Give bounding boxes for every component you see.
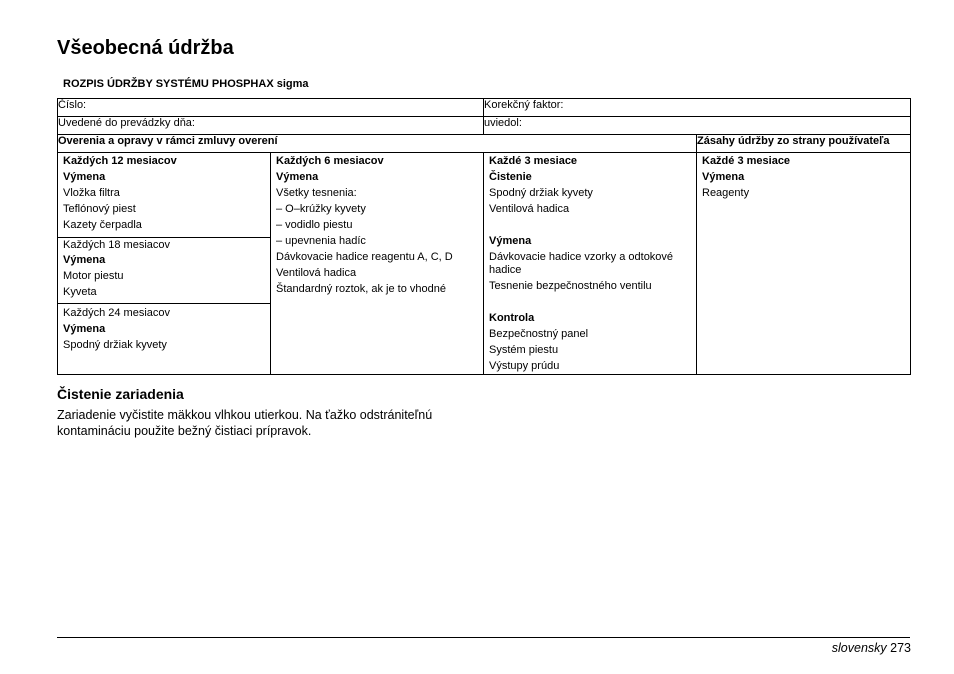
col-3-months-user [697,153,911,375]
action-label: Výmena [489,235,532,247]
section-paragraph: Zariadenie vyčistite mäkkou vlhkou utierkou. Na ťažko odstrániteľnú kontamináciu použite bežný čistiaci prípravok. [57,408,433,438]
table-row [58,117,911,135]
page-footer [832,641,911,655]
action-label: Výmena [276,171,319,183]
korekcny-faktor-cell: Korekčný faktor: [484,99,911,117]
period-label: Každých 12 mesiacov [63,155,177,167]
period-label: Každých 24 mesiacov [63,307,170,319]
period-block-24 [58,303,270,353]
list-item: Kazety čerpadla [63,219,142,231]
list-item: Reagenty [702,187,750,199]
zasahy-header: Zásahy údržby zo strany používateľa [697,135,911,153]
action-label: Výmena [63,171,106,183]
period-label: Každé 3 mesiace [702,155,791,167]
table-row [58,135,911,153]
col-3-months-service [484,153,697,375]
overenia-header: Overenia a opravy v rámci zmluvy overení [58,135,697,153]
list-item: – O–krúžky kyvety [276,203,366,215]
period-label: Každých 6 mesiacov [276,155,384,167]
page-title: Všeobecná údržba [57,37,234,59]
table-caption: ROZPIS ÚDRŽBY SYSTÉMU PHOSPHAX sigma [63,78,309,90]
list-item: Vložka filtra [63,187,120,199]
cislo-cell: Číslo: [58,99,484,117]
footer-divider [57,637,910,638]
action-label: Výmena [63,254,106,266]
list-item: Dávkovacie hadice reagentu A, C, D [276,251,453,263]
period-block-18 [58,237,270,303]
col-6-months [271,153,484,375]
table-row [58,99,911,117]
list-item: Spodný držiak kyvety [489,187,593,199]
list-item: Výstupy prúdu [489,360,560,372]
action-label: Kontrola [489,312,535,324]
list-item: Motor piestu [63,270,124,282]
list-item: Ventilová hadica [276,267,357,279]
section-heading: Čistenie zariadenia [57,386,184,402]
list-item: Systém piestu [489,344,559,356]
list-item: Spodný držiak kyvety [63,339,167,351]
action-label: Výmena [702,171,745,183]
list-item: Kyveta [63,286,97,298]
list-item: Všetky tesnenia: [276,187,357,199]
period-label: Každé 3 mesiace [489,155,578,167]
maintenance-schedule-table [57,98,911,375]
list-item: Štandardný roztok, ak je to vhodné [276,283,446,295]
action-label: Čistenie [489,171,532,183]
table-row [58,153,911,375]
list-item: Bezpečnostný panel [489,328,589,340]
list-item: – upevnenia hadíc [276,235,366,247]
period-label: Každých 18 mesiacov [63,239,170,251]
action-label: Výmena [63,323,106,335]
uvedene-cell: Uvedené do prevádzky dňa: [58,117,484,135]
list-item: Tesnenie bezpečnostného ventilu [489,280,652,292]
list-item: Dávkovacie hadice vzorky a odtokové hadice [489,251,674,276]
uviedol-cell: uviedol: [484,117,911,135]
period-block-12 [58,153,270,237]
col-12-18-24-months [58,153,271,375]
list-item: Ventilová hadica [489,203,570,215]
list-item: Teflónový piest [63,203,136,215]
footer-language: slovensky [831,641,887,655]
list-item: – vodidlo piestu [276,219,353,231]
page-number: 273 [890,641,911,655]
